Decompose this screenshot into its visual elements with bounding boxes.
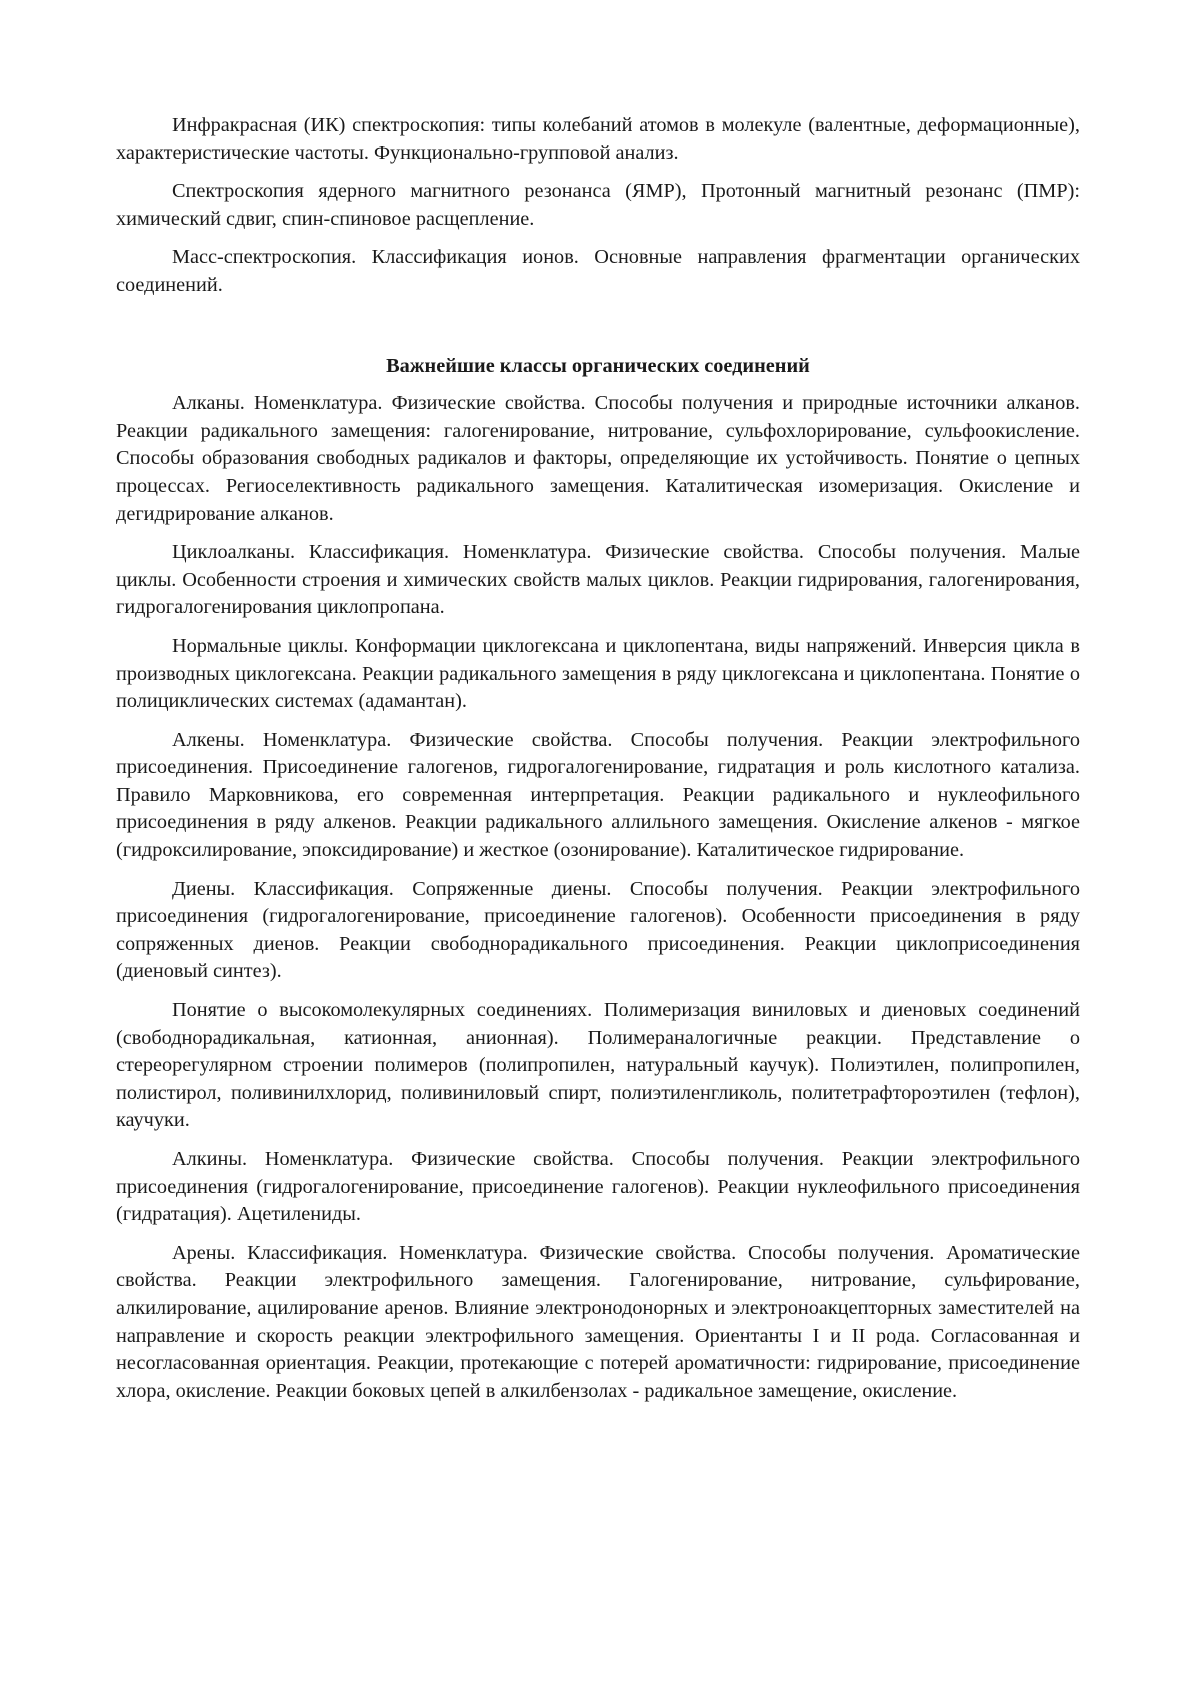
paragraph-polymers: Понятие о высокомолекулярных соединениях. Полимеризация виниловых и диеновых соединений (свободнорадикальная, катионная, анионная). Полимераналогичные реакции. Представление о стереорегулярном строении полимеров (полипропилен, натуральный каучук). Полиэтилен, полипропилен, полистирол, поливинилхлорид, поливиниловый спирт, полиэтиленгликоль, политетрафтороэтилен (тефлон), каучуки. (116, 999, 1080, 1132)
paragraph-nmr-spectroscopy: Спектроскопия ядерного магнитного резонанса (ЯМР), Протонный магнитный резонанс (ПМР): химический сдвиг, спин-спиновое расщепление. (116, 180, 1080, 230)
paragraph-alkanes: Алканы. Номенклатура. Физические свойства. Способы получения и природные источники алканов. Реакции радикального замещения: галогенирование, нитрование, сульфохлорирование, сульфоокисление. Способы образования свободных радикалов и факторы, определяющие их устойчивость. Понятие о цепных процессах. Региоселективность радикального замещения. Каталитическая изомеризация. Окисление и дегидрирование алканов. (116, 392, 1080, 525)
section-heading: Важнейшие классы органических соединений (386, 354, 810, 377)
paragraph-normal-cycles: Нормальные циклы. Конформации циклогексана и циклопентана, виды напряжений. Инверсия цикла в производных циклогексана. Реакции радикального замещения в ряду циклогексана и циклопентана. Понятие о полициклических системах (адамантан). (116, 634, 1080, 713)
document-page (116, 112, 1080, 1416)
paragraph-mass-spectroscopy: Масс-спектроскопия. Классификация ионов. Основные направления фрагментации органических соединений. (116, 246, 1080, 296)
paragraph-alkynes: Алкины. Номенклатура. Физические свойства. Способы получения. Реакции электрофильного присоединения (гидрогалогенирование, присоединение галогенов). Реакции нуклеофильного присоединения (гидратация). Ацетилениды. (116, 1148, 1080, 1226)
paragraph-cycloalkanes: Циклоалканы. Классификация. Номенклатура. Физические свойства. Способы получения. Малые циклы. Особенности строения и химических свойств малых циклов. Реакции гидрирования, галогенирования, гидрогалогенирования циклопропана. (116, 541, 1080, 619)
paragraph-alkenes: Алкены. Номенклатура. Физические свойства. Способы получения. Реакции электрофильного присоединения. Присоединение галогенов, гидрогалогенирование, гидратация и роль кислотного катализа. Правило Марковникова, его современная интерпретация. Реакции радикального и нуклеофильного присоединения в ряду алкенов. Реакции радикального аллильного замещения. Окисление алкенов - мягкое (гидроксилирование, эпоксидирование) и жесткое (озонирование). Каталитическое гидрирование. (116, 728, 1080, 862)
paragraph-dienes: Диены. Классификация. Сопряженные диены. Способы получения. Реакции электрофильного присоединения (гидрогалогенирование, присоединение галогенов). Особенности присоединения в ряду сопряженных диенов. Реакции свободнорадикального присоединения. Реакции циклоприсоединения (диеновый синтез). (116, 877, 1080, 983)
paragraph-arenes: Арены. Классификация. Номенклатура. Физические свойства. Способы получения. Ароматические свойства. Реакции электрофильного замещения. Галогенирование, нитрование, сульфирование, алкилирование, ацилирование аренов. Влияние электронодонорных и электроноакцепторных заместителей на направление и скорость реакции электрофильного замещения. Ориентанты I и II рода. Согласованная и несогласованная ориентация. Реакции, протекающие с потерей ароматичности: гидрирование, присоединение хлора, окисление. Реакции боковых цепей в алкилбензолах - радикальное замещение, окисление. (116, 1241, 1080, 1402)
paragraph-ir-spectroscopy: Инфракрасная (ИК) спектроскопия: типы колебаний атомов в молекуле (валентные, деформационные), характеристические частоты. Функционально-групповой анализ. (116, 114, 1080, 164)
